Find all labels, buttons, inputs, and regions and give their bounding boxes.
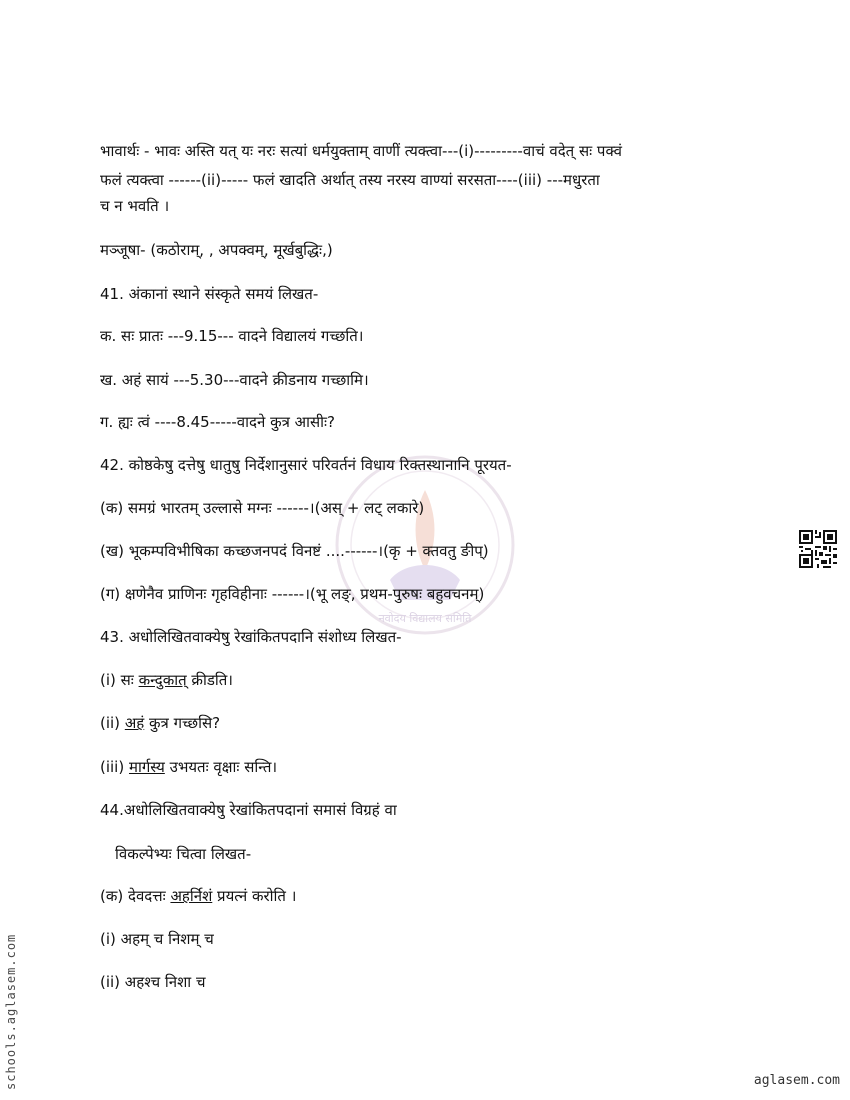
q43-part-i: (i) सः कन्दुकात् क्रीडति। [100, 671, 233, 689]
footer-url: aglasem.com [753, 1073, 840, 1088]
svg-text:नवोदय विद्यालय समिति: नवोदय विद्यालय समिति [378, 612, 472, 625]
manjusha-line: मञ्जूषा- (कठोराम्, , अपक्वम्, मूर्खबुद्धिः,) [100, 241, 333, 259]
q42-part-ga: (ग) क्षणेनैव प्राणिनः गृहविहीनाः ------।(भू लङ्, प्रथम-पुरुषः बहुवचनम्) [100, 585, 485, 603]
side-watermark-url: schools.aglasem.com [4, 933, 18, 1090]
question-42: 42. कोष्ठकेषु दत्तेषु धातुषु निर्देशानुसारं परिवर्तनं विधाय रिक्तस्थानानि पूरयत- [100, 456, 512, 474]
bhavarth-line-1: भावार्थः - भावः अस्ति यत् यः नरः सत्यां धर्मयुक्ताम् वाणीं त्यक्त्वा---(i)---------वाचं वदेत् सः पक्वं [100, 142, 622, 160]
q44-part-ka: (क) देवदत्तः अहर्निशं प्रयत्नं करोति । [100, 887, 297, 905]
question-41: 41. अंकानां स्थाने संस्कृते समयं लिखत- [100, 285, 319, 303]
question-44-cont: विकल्पेभ्यः चित्वा लिखत- [115, 845, 252, 863]
bhavarth-line-2: फलं त्यक्त्वा ------(ii)----- फलं खादति अर्थात् तस्य नरस्य वाण्यां सरसता----(iii) ---मधुरता [100, 171, 600, 189]
q41-part-ka: क. सः प्रातः ---9.15--- वादने विद्यालयं गच्छति। [100, 327, 364, 345]
underlined-word: मार्गस्य [128, 758, 165, 776]
q44-option-i: (i) अहम् च निशम् च [100, 930, 214, 948]
q42-part-ka: (क) समग्रं भारतम् उल्लासे मग्नः ------।(अस् + लट् लकारे) [100, 499, 425, 517]
q41-part-ga: ग. ह्यः त्वं ----8.45-----वादने कुत्र आसीः? [100, 413, 335, 431]
question-43: 43. अधोलिखितवाक्येषु रेखांकितपदानि संशोध्य लिखत- [100, 628, 402, 646]
underlined-word: अहं [124, 714, 145, 732]
underlined-word: कन्दुकात् [138, 671, 187, 689]
q42-part-kha: (ख) भूकम्पविभीषिका कच्छजनपदं विनष्टं ....------।(कृ + क्तवतु ङीप्) [100, 542, 489, 560]
q41-part-kha: ख. अहं सायं ---5.30---वादने क्रीडनाय गच्छामि। [100, 371, 369, 389]
q43-part-ii: (ii) अहं कुत्र गच्छसि? [100, 714, 221, 732]
qr-code-icon [799, 530, 837, 568]
underlined-word: अहर्निशं [170, 887, 213, 905]
question-44: 44.अधोलिखितवाक्येषु रेखांकितपदानां समासं विग्रहं वा [100, 801, 397, 819]
bhavarth-line-3: च न भवति । [100, 197, 170, 215]
q43-part-iii: (iii) मार्गस्य उभयतः वृक्षाः सन्ति। [100, 758, 278, 776]
q44-option-ii: (ii) अहश्च निशा च [100, 973, 206, 991]
